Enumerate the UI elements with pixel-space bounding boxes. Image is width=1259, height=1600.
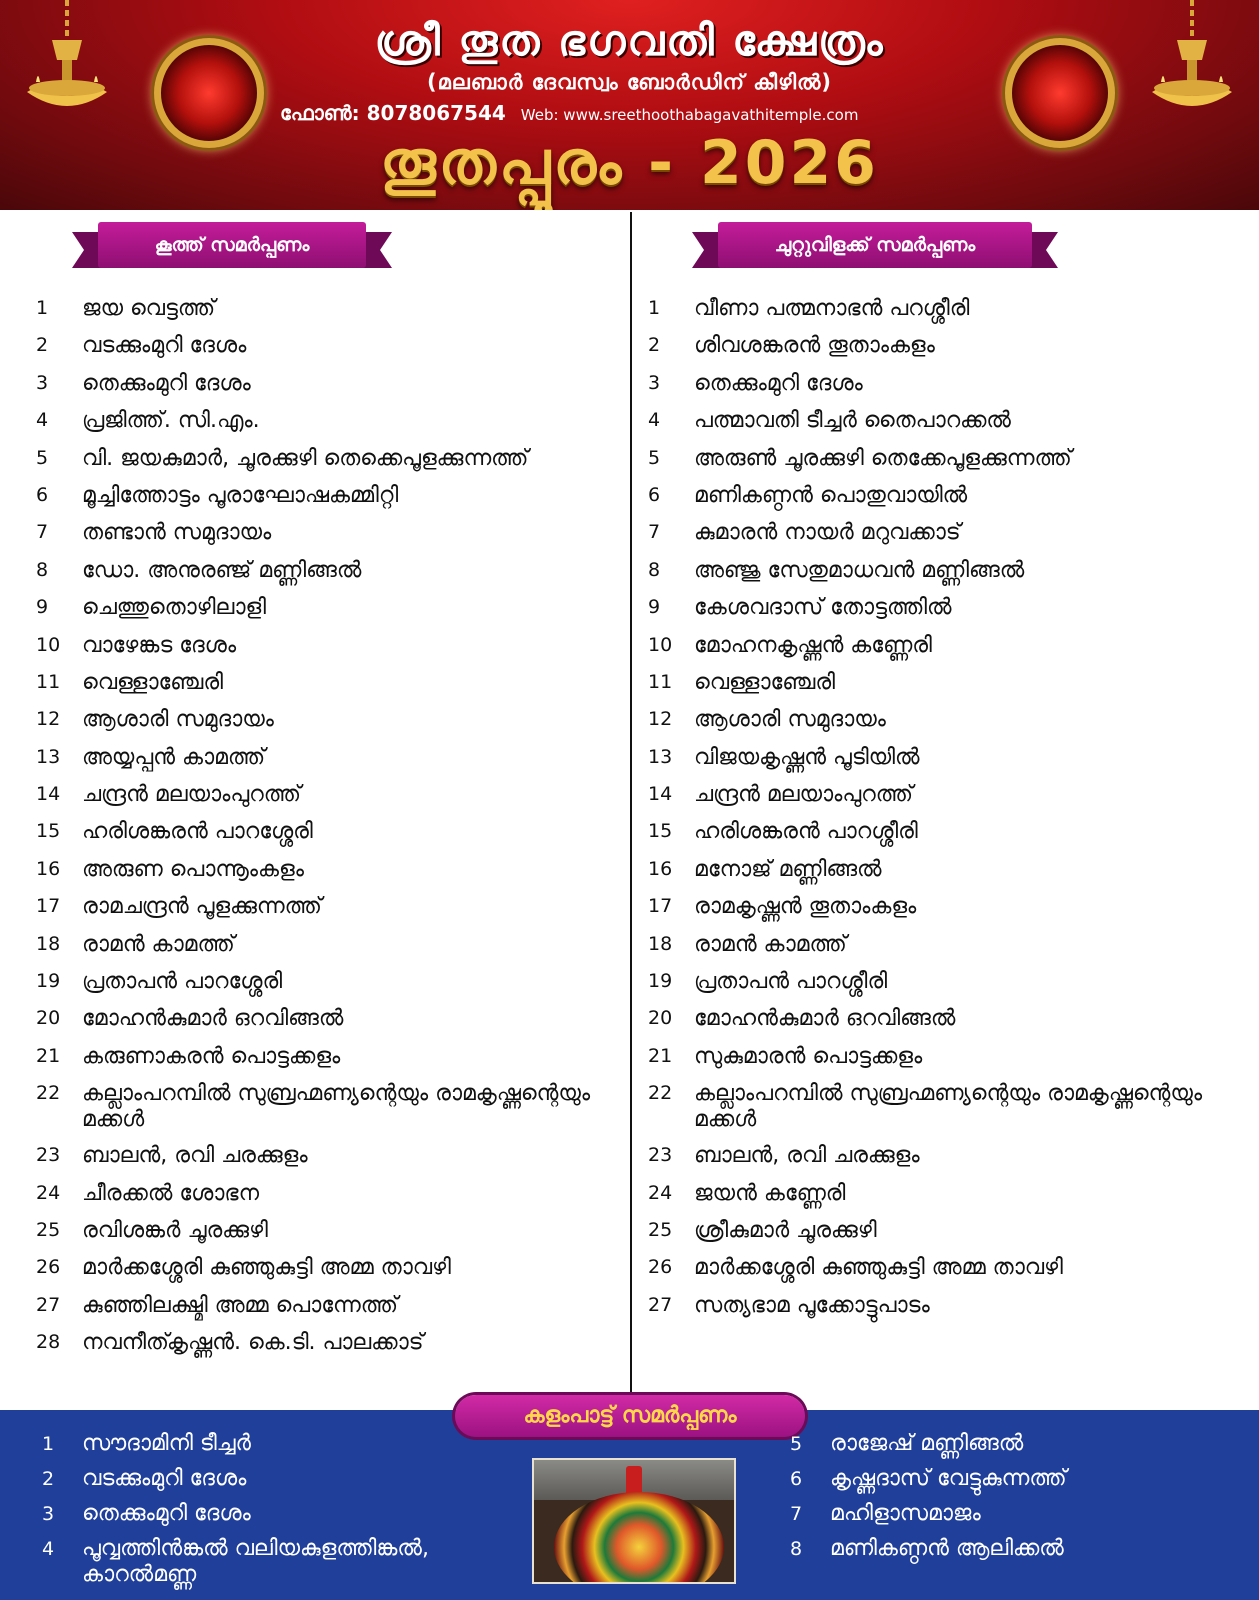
item-number: 4 [42, 1538, 55, 1560]
item-number: 19 [36, 970, 61, 993]
kalam-rangoli-image [532, 1458, 736, 1584]
item-name: വിജയകൃഷ്ണൻ പൂടിയിൽ [694, 744, 920, 770]
list-item [36, 1324, 596, 1361]
list-item [36, 589, 596, 626]
temple-title: ശ്രീ തൂത ഭഗവതി ക്ഷേത്രം [374, 16, 885, 65]
list-item [36, 1000, 596, 1037]
item-number: 9 [648, 596, 661, 619]
item-number: 4 [36, 409, 49, 432]
item-name: ശ്രീകുമാർ ചൂരക്കുഴി [694, 1217, 877, 1243]
list-item [648, 1000, 1238, 1037]
item-name: വീണാ പത്മനാഭൻ പറശ്ശീരി [694, 296, 970, 321]
item-name: ചന്ദ്രൻ മലയാംപുറത്ത് [694, 782, 914, 808]
list-item [648, 552, 1238, 589]
item-name: രാമൻ കാമത്ത് [694, 931, 847, 957]
item-name: വെള്ളാഞ്ചേരി [694, 669, 835, 695]
item-number: 27 [36, 1293, 61, 1316]
item-number: 1 [36, 297, 49, 319]
item-number: 14 [648, 783, 673, 806]
list-item [42, 1497, 512, 1532]
list-item [36, 664, 596, 701]
item-name: മനോജ് മണ്ണിങ്ങൽ [694, 856, 882, 882]
list-item [648, 365, 1238, 402]
item-name: ബാലൻ, രവി ചരക്കുളം [82, 1143, 308, 1169]
item-number: 10 [648, 633, 673, 656]
list-item [36, 926, 596, 963]
item-number: 6 [790, 1468, 803, 1490]
item-number: 5 [790, 1433, 803, 1455]
item-number: 16 [648, 857, 673, 880]
list-item [36, 1038, 596, 1075]
item-name: പൂവ്വത്തിൻങ്കൽ വലിയകുളത്തിങ്കൽ, കാറൽമണ്ണ [82, 1536, 429, 1587]
list-item [42, 1462, 512, 1497]
item-name: കൃഷ്ണദാസ് വേട്ടുകുന്നത്ത് [830, 1466, 1067, 1491]
list-item [648, 290, 1238, 327]
item-name: സുകുമാരൻ പൊട്ടക്കളം [694, 1043, 923, 1069]
list-item [36, 739, 596, 776]
column-divider [630, 212, 632, 1410]
item-number: 25 [36, 1218, 61, 1241]
item-name: ബാലൻ, രവി ചരക്കുളം [694, 1143, 920, 1169]
item-number: 8 [790, 1538, 803, 1560]
item-number: 26 [648, 1256, 673, 1279]
item-name: വെള്ളാഞ്ചേരി [82, 669, 223, 695]
item-number: 13 [36, 745, 61, 768]
list-item [648, 1175, 1238, 1212]
item-number: 2 [42, 1468, 55, 1490]
list-item [648, 926, 1238, 963]
list-item [648, 1137, 1238, 1174]
item-number: 17 [36, 895, 61, 918]
item-name: തെക്കുംമുറി ദേശം [694, 370, 863, 396]
item-number: 23 [36, 1144, 61, 1167]
item-number: 5 [36, 446, 49, 469]
list-item [648, 402, 1238, 439]
item-number: 18 [36, 932, 61, 955]
list-item [648, 327, 1238, 364]
item-number: 2 [36, 334, 49, 357]
item-number: 24 [648, 1181, 673, 1204]
contact-line [280, 101, 858, 125]
item-name: കുമാരൻ നായർ മറുവക്കാട് [694, 520, 961, 546]
oil-lamp-icon [1147, 0, 1237, 130]
list-item [648, 1287, 1238, 1324]
item-name: രവിശങ്കർ ചൂരക്കുഴി [82, 1217, 268, 1243]
chuttuvilakku-heading-ribbon [692, 222, 1058, 268]
item-name: ഹരിശങ്കരൻ പാറശ്ശേരി [82, 819, 313, 845]
list-item [790, 1462, 1240, 1497]
phone-number: ഫോൺ: 8078067544 [280, 101, 506, 125]
item-number: 8 [36, 558, 49, 581]
item-number: 15 [648, 820, 673, 843]
item-number: 1 [42, 1433, 55, 1455]
list-item [648, 851, 1238, 888]
list-item [648, 739, 1238, 776]
item-name: കല്ലാംപറമ്പിൽ സുബ്രഹ്മണ്യന്റെയും രാമകൃഷ്ണന്റെയും മക്കൾ [694, 1081, 1203, 1133]
list-item [648, 1212, 1238, 1249]
item-name: ഹരിശങ്കരൻ പാറശ്ശീരി [694, 819, 918, 845]
item-number: 20 [648, 1007, 673, 1030]
item-number: 15 [36, 820, 61, 843]
item-number: 6 [36, 483, 49, 506]
kalampattu-list-right [790, 1427, 1240, 1567]
item-name: രാമകൃഷ്ണൻ തൂതാംകളം [694, 894, 917, 920]
item-number: 3 [36, 371, 49, 394]
list-item [36, 963, 596, 1000]
item-name: ആശാരി സമുദായം [694, 707, 886, 733]
item-name: സൗദാമിനി ടീച്ചർ [82, 1431, 251, 1456]
header-banner [0, 0, 1259, 210]
item-number: 21 [36, 1044, 61, 1067]
item-name: തെക്കുംമുറി ദേശം [82, 370, 251, 396]
list-item [648, 589, 1238, 626]
item-number: 5 [648, 446, 661, 469]
list-item [648, 440, 1238, 477]
item-number: 17 [648, 895, 673, 918]
item-name: മാർക്കശ്ശേരി കുഞ്ഞുകുട്ടി അമ്മ താവഴി [82, 1255, 451, 1281]
item-name: ചന്ദ്രൻ മലയാംപുറത്ത് [82, 782, 302, 808]
item-name: സത്യഭാമ പൂക്കോട്ടുപാടം [694, 1292, 930, 1318]
item-name: തെക്കുംമുറി ദേശം [82, 1501, 251, 1526]
kalampattu-heading: കളംപാട്ട് സമർപ്പണം [455, 1395, 805, 1437]
item-name: വി. ജയകുമാർ, ചൂരക്കുഴി തെക്കെപൂളക്കുന്നത്ത് [82, 445, 529, 471]
item-name: വാഴേങ്കട ദേശം [82, 632, 237, 658]
item-number: 12 [648, 708, 673, 731]
list-item [36, 851, 596, 888]
website-url: Web: www.sreethoothabagavathitemple.com [520, 106, 859, 124]
item-number: 28 [36, 1331, 61, 1354]
list-item [648, 514, 1238, 551]
list-item [36, 1287, 596, 1324]
item-number: 27 [648, 1293, 673, 1316]
item-number: 13 [648, 745, 673, 768]
item-name: രാമചന്ദ്രൻ പൂളക്കുന്നത്ത് [82, 894, 322, 920]
item-number: 6 [648, 483, 661, 506]
list-item [42, 1427, 512, 1462]
item-name: പ്രതാപൻ പാറശ്ശേരി [82, 969, 283, 995]
item-name: വടക്കുംമുറി ദേശം [82, 333, 247, 359]
list-item [648, 1038, 1238, 1075]
list-item [648, 1249, 1238, 1286]
item-name: അയ്യപ്പൻ കാമത്ത് [82, 744, 266, 770]
item-name: പ്രതാപൻ പാറശ്ശീരി [694, 969, 888, 995]
item-name: ഡോ. അനുരഞ്ജ് മണ്ണിങ്ങൽ [82, 557, 362, 583]
list-item [648, 701, 1238, 738]
list-item [36, 327, 596, 364]
list-item [790, 1497, 1240, 1532]
item-name: മണികണ്ഠൻ ആലിക്കൽ [830, 1536, 1064, 1561]
temple-subtitle: (മലബാർ ദേവസ്വം ബോർഡിന് കീഴിൽ) [426, 70, 833, 94]
item-name: മണികണ്ഠൻ പൊതുവായിൽ [694, 482, 968, 508]
item-name: കുഞ്ഞിലക്ഷ്മി അമ്മ പൊന്നേത്ത് [82, 1292, 399, 1318]
item-number: 23 [648, 1144, 673, 1167]
list-item [36, 1175, 596, 1212]
item-number: 16 [36, 857, 61, 880]
list-item [648, 776, 1238, 813]
item-name: രാമൻ കാമത്ത് [82, 931, 235, 957]
list-item [790, 1427, 1240, 1462]
item-number: 25 [648, 1218, 673, 1241]
list-item [36, 440, 596, 477]
list-item [36, 888, 596, 925]
list-item [36, 1137, 596, 1174]
item-name: മോഹനകൃഷ്ണൻ കണ്ണേരി [694, 632, 932, 658]
list-item [36, 552, 596, 589]
list-item [36, 1249, 596, 1286]
koothu-list [36, 290, 596, 1362]
item-name: മോഹൻകുമാർ ഒറവിങ്ങൽ [694, 1006, 956, 1032]
item-number: 22 [648, 1082, 673, 1105]
item-name: ചെത്തുതൊഴിലാളി [82, 595, 266, 621]
item-number: 9 [36, 596, 49, 619]
list-item [648, 963, 1238, 1000]
list-item [648, 888, 1238, 925]
chuttuvilakku-heading: ചുറ്റുവിളക്ക് സമർപ്പണം [718, 222, 1032, 268]
item-number: 19 [648, 970, 673, 993]
item-name: ആശാരി സമുദായം [82, 707, 274, 733]
item-number: 11 [648, 670, 673, 693]
list-item [36, 402, 596, 439]
item-name: രാജേഷ് മണ്ണിങ്ങൽ [830, 1431, 1024, 1456]
item-name: ചീരക്കൽ ശോഭന [82, 1180, 260, 1206]
list-item [36, 514, 596, 551]
item-number: 18 [648, 932, 673, 955]
item-number: 7 [36, 521, 49, 544]
item-name: മഹിളാസമാജം [830, 1501, 981, 1526]
item-name: അഞ്ജു സേതുമാധവൻ മണ്ണിങ്ങൽ [694, 557, 1025, 583]
item-number: 4 [648, 409, 661, 432]
item-name: മാർക്കശ്ശേരി കുഞ്ഞുകുട്ടി അമ്മ താവഴി [694, 1255, 1063, 1281]
item-name: ശിവശങ്കരൻ തൂതാംകളം [694, 333, 935, 359]
item-number: 7 [790, 1503, 803, 1525]
list-item [36, 1212, 596, 1249]
list-item [36, 813, 596, 850]
item-name: ജയൻ കണ്ണേരി [694, 1180, 846, 1206]
item-number: 1 [648, 297, 661, 319]
item-number: 21 [648, 1044, 673, 1067]
list-item [648, 477, 1238, 514]
item-name: അരുണ പൊന്നൂംകളം [82, 856, 304, 882]
chuttuvilakku-list [648, 290, 1238, 1324]
koothu-heading: കൂത്ത് സമർപ്പണം [98, 222, 366, 268]
list-item [36, 477, 596, 514]
item-number: 2 [648, 334, 661, 357]
list-item [648, 1075, 1238, 1137]
koothu-heading-ribbon [72, 222, 392, 268]
deity-medallion-icon [1005, 38, 1115, 148]
item-name: മൂച്ചിത്തോട്ടം പൂരാഘോഷകമ്മിറ്റി [82, 482, 399, 508]
list-item [36, 627, 596, 664]
list-item [648, 664, 1238, 701]
item-number: 12 [36, 708, 61, 731]
item-name: മോഹൻകുമാർ ഒറവിങ്ങൽ [82, 1006, 344, 1032]
item-number: 3 [42, 1503, 55, 1525]
item-number: 24 [36, 1181, 61, 1204]
item-number: 11 [36, 670, 61, 693]
list-item [36, 365, 596, 402]
list-item [36, 290, 596, 327]
item-name: പ്രജിത്ത്. സി.എം. [82, 408, 260, 434]
item-number: 26 [36, 1256, 61, 1279]
item-name: കേശവദാസ് തോട്ടത്തിൽ [694, 595, 952, 621]
item-name: നവനീത്കൃഷ്ണൻ. കെ.ടി. പാലക്കാട് [82, 1330, 424, 1356]
item-number: 14 [36, 783, 61, 806]
item-name: പത്മാവതി ടീച്ചർ തൈപാറക്കൽ [694, 408, 1011, 434]
item-name: തണ്ടാൻ സമുദായം [82, 520, 272, 546]
list-item [648, 627, 1238, 664]
item-number: 7 [648, 521, 661, 544]
list-item [42, 1532, 512, 1588]
list-item [648, 813, 1238, 850]
list-item [790, 1532, 1240, 1567]
list-item [36, 701, 596, 738]
festival-title: തൂതപ്പൂരം - 2026 [380, 128, 879, 198]
list-item [36, 776, 596, 813]
item-name: വടക്കുംമുറി ദേശം [82, 1466, 247, 1491]
item-name: ജയ വെട്ടത്ത് [82, 296, 216, 321]
list-item [36, 1075, 596, 1137]
item-number: 8 [648, 558, 661, 581]
item-number: 3 [648, 371, 661, 394]
item-number: 10 [36, 633, 61, 656]
item-name: അരുൺ ചൂരക്കുഴി തെക്കേപൂളക്കുന്നത്ത് [694, 445, 1072, 471]
kalampattu-list-left [42, 1427, 512, 1588]
item-number: 20 [36, 1007, 61, 1030]
item-name: കല്ലാംപറമ്പിൽ സുബ്രഹ്മണ്യന്റെയും രാമകൃഷ്ണന്റെയും മക്കൾ [82, 1081, 591, 1133]
item-name: കരുണാകരൻ പൊട്ടക്കളം [82, 1043, 341, 1069]
item-number: 22 [36, 1082, 61, 1105]
